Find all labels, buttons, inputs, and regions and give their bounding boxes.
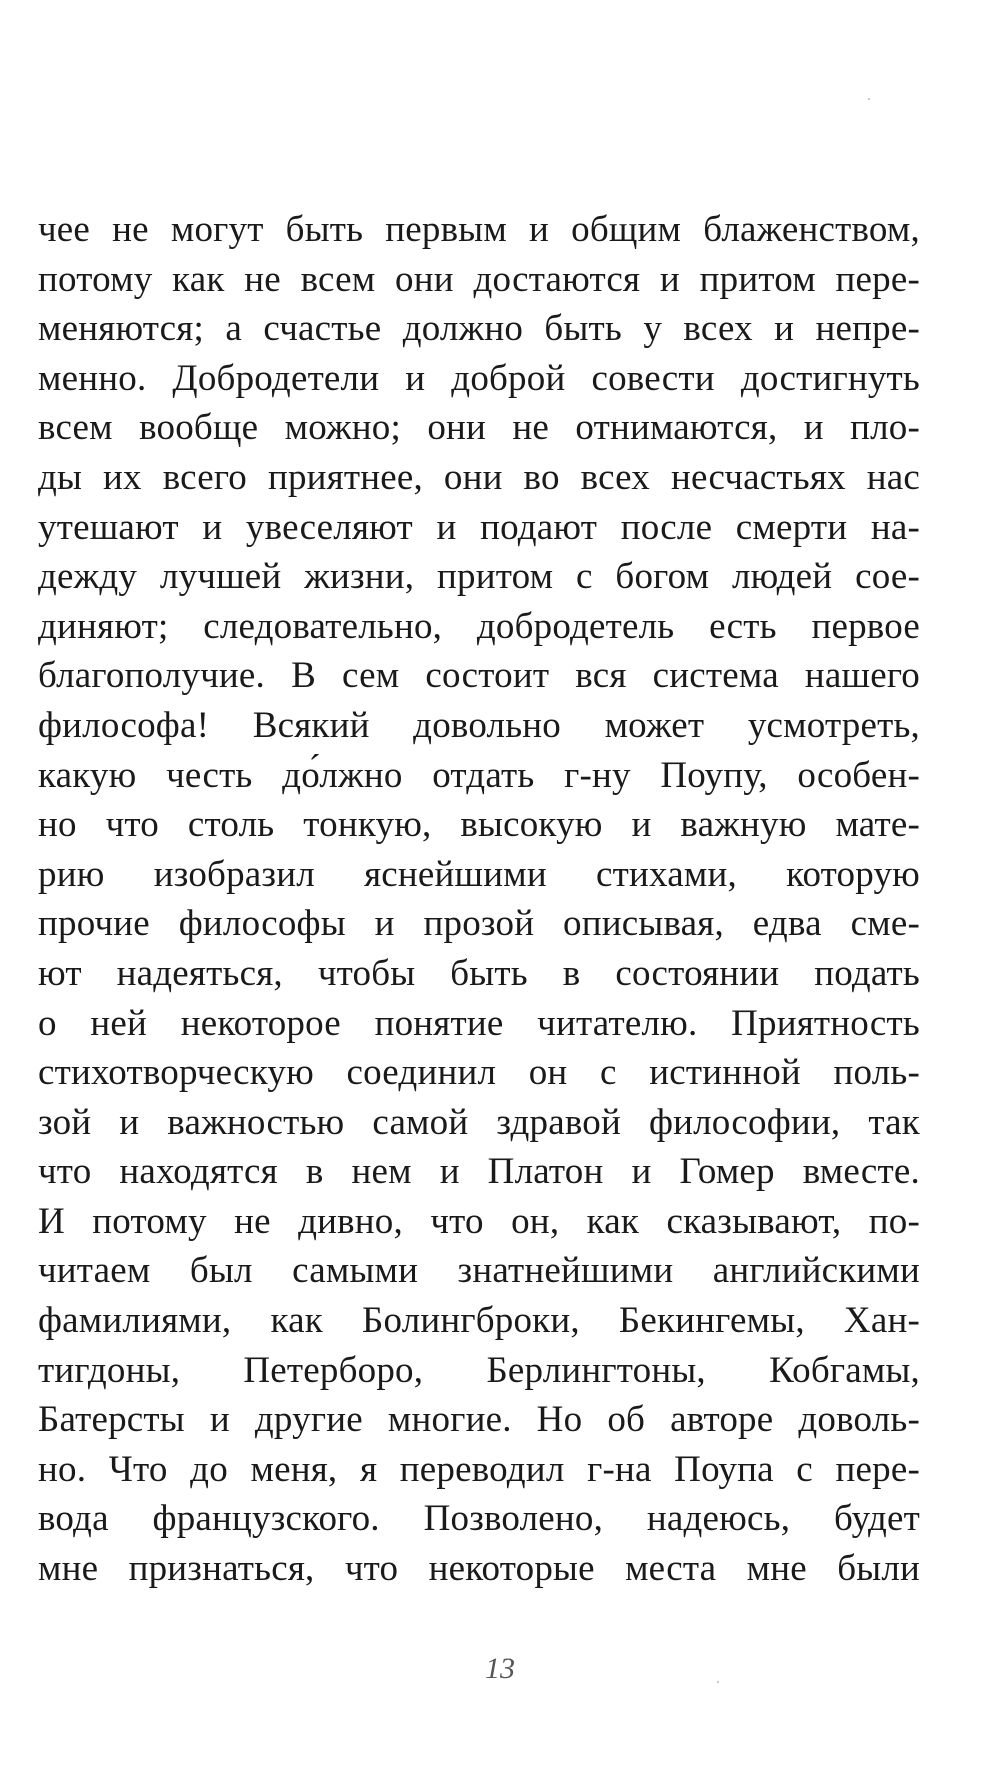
text-line: меняются; а счастье должно быть у всех и непре- [38,308,920,350]
text-line: что находятся в нем и Платон и Гомер вместе. [38,1151,920,1193]
text-line: диняют; следовательно, добродетель есть первое [38,605,920,647]
text-line: чее не могут быть первым и общим блаженством, [38,209,920,250]
text-line: мне признаться, что некоторые места мне были [38,1548,920,1590]
text-line: дежду лучшей жизни, притом с богом людей сое- [38,556,920,598]
text-line: Батерсты и другие многие. Но об авторе доволь- [38,1399,920,1441]
text-line: стихотворческую соединил он с истинной поль- [38,1052,920,1094]
scan-speck [868,98,870,100]
text-line: зой и важностью самой здравой философии, так [38,1101,920,1143]
page-number: 13 [485,1652,515,1685]
text-line: тигдоны, Петерборо, Берлингтоны, Кобгамы, [38,1349,920,1391]
text-line: благополучие. В сем состоит вся система нашего [38,655,920,697]
text-line: о ней некоторое понятие читателю. Приятность [38,1002,920,1044]
text-line: фамилиями, как Болингброки, Бекингемы, Хан- [38,1300,920,1342]
text-line: И потому не дивно, что он, как сказывают, по- [38,1200,920,1242]
text-line: но. Что до меня, я переводил г-на Поупа с пере- [38,1448,920,1490]
text-line: ды их всего приятнее, они во всех несчастьях нас [38,456,920,498]
scan-speck [717,1681,719,1683]
text-line: прочие философы и прозой описывая, едва сме- [38,903,920,945]
text-line: ют надеяться, чтобы быть в состоянии подать [38,952,920,994]
text-line: вода французского. Позволено, надеюсь, будет [38,1498,920,1540]
text-line: философа! Всякий довольно может усмотреть, [38,704,920,746]
text-line: менно. Добродетели и доброй совести достигнуть [38,357,920,399]
text-line: какую честь до́лжно отдать г-ну Поупу, особен- [38,754,920,796]
text-line: но что столь тонкую, высокую и важную мате- [38,804,920,846]
text-line: потому как не всем они достаются и притом пере- [38,258,920,300]
text-line: утешают и увеселяют и подают после смерти на- [38,506,920,548]
text-line: читаем был самыми знатнейшими английскими [38,1250,920,1292]
text-line: всем вообще можно; они не отнимаются, и пло- [38,407,920,449]
body-text [38,205,920,1594]
text-line: рию изобразил яснейшими стихами, которую [38,853,920,895]
